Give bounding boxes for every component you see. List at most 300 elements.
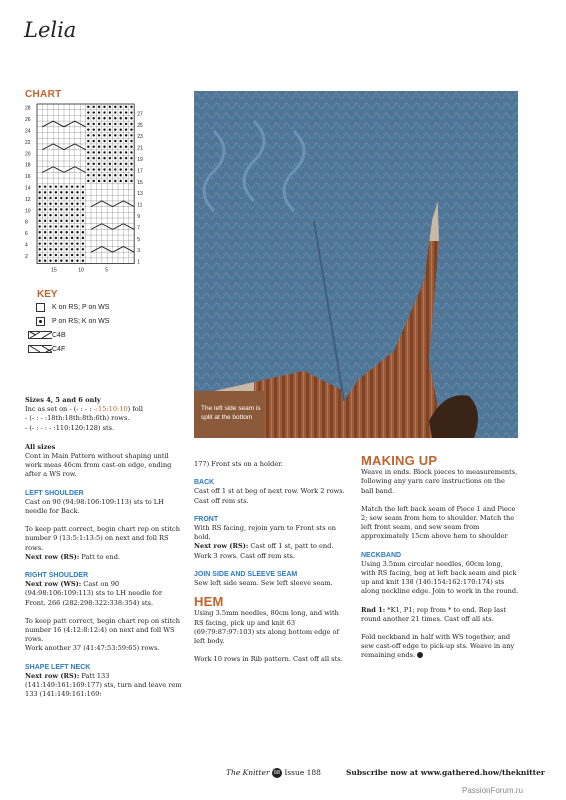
purl-dot — [66, 248, 68, 250]
purl-dot — [71, 197, 73, 199]
purl-dot — [109, 168, 111, 170]
purl-dot — [60, 185, 62, 187]
purl-dot — [87, 146, 89, 148]
purl-dot — [87, 180, 89, 182]
purl-dot — [109, 174, 111, 176]
purl-dot — [130, 128, 132, 130]
purl-dot — [71, 203, 73, 205]
purl-dot — [60, 237, 62, 239]
purl-dot — [39, 231, 41, 233]
purl-dot — [60, 208, 62, 210]
purl-dot — [98, 163, 100, 165]
purl-dot — [98, 111, 100, 113]
purl-dot — [76, 242, 78, 244]
purl-dot — [87, 151, 89, 153]
purl-dot — [114, 180, 116, 182]
purl-dot — [109, 140, 111, 142]
purl-dot — [82, 231, 84, 233]
purl-dot — [125, 151, 127, 153]
purl-dot — [87, 168, 89, 170]
purl-dot — [98, 123, 100, 125]
purl-dot — [76, 214, 78, 216]
row-label: 6 — [25, 231, 28, 238]
purl-dot — [125, 123, 127, 125]
purl-dot — [76, 203, 78, 205]
purl-dot — [44, 197, 46, 199]
purl-dot — [49, 242, 51, 244]
purl-dot — [109, 134, 111, 136]
purl-dot — [87, 134, 89, 136]
purl-dot — [130, 151, 132, 153]
making-up-heading: MAKING UP — [361, 453, 438, 468]
purl-dot — [66, 191, 68, 193]
purl-dot — [71, 185, 73, 187]
magazine-name: The Knitter — [226, 768, 270, 777]
row-label: 28 — [25, 105, 31, 112]
key-item-c4f — [28, 342, 109, 356]
purl-dot — [49, 197, 51, 199]
join-seam-text: Sew left side seam. Sew left sleeve seam. — [194, 579, 333, 588]
purl-dot — [60, 220, 62, 222]
purl-dot — [60, 197, 62, 199]
row-label: 12 — [25, 196, 31, 203]
purl-dot — [82, 191, 84, 193]
purl-dot — [93, 174, 95, 176]
left-shoulder-heading: LEFT SHOULDER — [25, 489, 84, 497]
purl-dot — [114, 163, 116, 165]
purl-dot — [130, 180, 132, 182]
purl-dot — [125, 111, 127, 113]
purl-dot — [114, 151, 116, 153]
purl-dot — [49, 220, 51, 222]
purl-dot — [93, 140, 95, 142]
purl-dot — [49, 260, 51, 262]
purl-dot — [66, 220, 68, 222]
key-item-knit — [28, 300, 109, 314]
purl-dot — [87, 174, 89, 176]
work-rows-text: Work another 37 (41:47:53:59:65) rows. — [25, 644, 160, 653]
purl-dot — [120, 111, 122, 113]
purl-dot — [103, 117, 105, 119]
purl-dot — [87, 123, 89, 125]
purl-dot — [98, 128, 100, 130]
purl-dot — [114, 128, 116, 130]
purl-dot — [49, 208, 51, 210]
purl-dot — [39, 185, 41, 187]
continued-text: 177) Front sts on a holder. — [194, 460, 283, 468]
purl-dot — [98, 117, 100, 119]
all-sizes-heading: All sizes — [25, 442, 56, 451]
key-title: KEY — [37, 289, 58, 300]
purl-dot — [120, 123, 122, 125]
purl-dot — [120, 117, 122, 119]
back-heading: BACK — [194, 479, 215, 487]
purl-dot — [39, 214, 41, 216]
purl-dot — [71, 214, 73, 216]
key-label: C4F — [52, 345, 66, 353]
purl-dot — [114, 146, 116, 148]
purl-dot — [109, 157, 111, 159]
purl-dot — [39, 225, 41, 227]
end-mark-icon — [417, 652, 423, 658]
purl-dot — [71, 220, 73, 222]
purl-dot — [60, 242, 62, 244]
purl-dot — [87, 157, 89, 159]
purl-dot — [125, 180, 127, 182]
chart-grid — [25, 102, 150, 282]
purl-dot — [39, 248, 41, 250]
purl-dot — [120, 151, 122, 153]
photo-caption: The left side seam is split at the bottom — [201, 405, 261, 421]
row-label: 24 — [25, 128, 31, 135]
purl-dot — [55, 203, 57, 205]
purl-dot — [76, 248, 78, 250]
column-2 — [194, 460, 350, 673]
purl-dot — [130, 157, 132, 159]
purl-dot — [49, 248, 51, 250]
purl-dot — [93, 146, 95, 148]
purl-dot — [66, 237, 68, 239]
column-1 — [25, 396, 183, 708]
purl-dot — [71, 260, 73, 262]
purl-dot — [60, 214, 62, 216]
watermark: PassionForum.ru — [462, 786, 523, 795]
row-label: 26 — [25, 117, 31, 124]
purl-dot — [82, 254, 84, 256]
purl-dot — [130, 134, 132, 136]
front-text: With RS facing, rejoin yarn to Front sts on hold. — [194, 524, 336, 542]
purl-dot — [103, 157, 105, 159]
purl-dot — [66, 225, 68, 227]
issue-number: Issue 188 — [284, 768, 321, 777]
purl-dot — [109, 128, 111, 130]
purl-dot — [44, 237, 46, 239]
purl-dot — [120, 174, 122, 176]
purl-dot — [103, 146, 105, 148]
purl-dot — [93, 163, 95, 165]
purl-dot — [44, 248, 46, 250]
purl-dot — [93, 117, 95, 119]
hem-heading: HEM — [194, 594, 224, 610]
purl-dot — [55, 231, 57, 233]
neckband-heading: NECKBAND — [361, 551, 402, 559]
purl-dot — [93, 128, 95, 130]
purl-dot — [55, 220, 57, 222]
purl-dot — [87, 163, 89, 165]
purl-dot — [93, 168, 95, 170]
purl-dot — [103, 163, 105, 165]
purl-dot — [66, 203, 68, 205]
purl-dot — [114, 106, 116, 108]
purl-dot — [71, 237, 73, 239]
back-text: Cast off 1 st at beg of next row. Work 2 rows. Cast off rem sts. — [194, 487, 345, 505]
purl-dot — [76, 231, 78, 233]
row-label: 23 — [137, 134, 143, 141]
purl-dot — [49, 231, 51, 233]
purl-dot — [125, 134, 127, 136]
purl-dot — [55, 242, 57, 244]
purl-dot — [98, 174, 100, 176]
row-label: 18 — [25, 162, 31, 169]
purl-dot — [120, 134, 122, 136]
purl-dot — [49, 254, 51, 256]
purl-dot — [55, 248, 57, 250]
shape-left-neck-heading: SHAPE LEFT NECK — [25, 663, 91, 671]
row-label: 19 — [137, 157, 143, 163]
purl-dot — [98, 146, 100, 148]
purl-dot — [44, 242, 46, 244]
left-shoulder-text: Cast on 90 (94:98:106:109:113) sts to LH needle for Back. — [25, 497, 164, 516]
row-label: 9 — [137, 214, 140, 220]
purl-dot — [49, 203, 51, 205]
purl-dot — [98, 134, 100, 136]
purl-dot — [82, 242, 84, 244]
key-item-c4b — [28, 328, 109, 342]
purl-dot — [60, 248, 62, 250]
purl-dot — [114, 157, 116, 159]
right-shoulder-heading: RIGHT SHOULDER — [25, 572, 88, 580]
row-label: 25 — [137, 122, 143, 129]
purl-dot — [103, 174, 105, 176]
next-row-label: Next row (WS): — [25, 580, 82, 589]
row-label: 7 — [137, 225, 140, 232]
purl-dot — [125, 163, 127, 165]
purl-dot — [76, 197, 78, 199]
purl-dot — [130, 168, 132, 170]
purl-dot — [60, 203, 62, 205]
purl-dot — [114, 123, 116, 125]
purl-dot — [76, 208, 78, 210]
key-label: K on RS; P on WS — [52, 303, 110, 311]
purl-dot — [98, 151, 100, 153]
purl-dot — [120, 157, 122, 159]
purl-dot — [93, 123, 95, 125]
purl-dot — [98, 140, 100, 142]
purl-dot — [120, 163, 122, 165]
purl-dot — [60, 191, 62, 193]
purl-dot — [114, 117, 116, 119]
purl-dot — [44, 260, 46, 262]
column-3 — [361, 453, 519, 670]
purl-dot — [76, 260, 78, 262]
key-label: C4B — [52, 331, 66, 339]
purl-dot — [120, 128, 122, 130]
purl-dot — [109, 151, 111, 153]
purl-dot — [93, 111, 95, 113]
purl-dot — [93, 151, 95, 153]
sweater-photo — [194, 91, 518, 438]
purl-dot — [66, 260, 68, 262]
purl-dot — [66, 208, 68, 210]
purl-dot — [109, 180, 111, 182]
purl-dot — [114, 168, 116, 170]
round-text: *K1, P1; rep from * to end. Rep last round another 21 times. Cast off all sts. — [361, 605, 507, 623]
purl-dot — [103, 140, 105, 142]
purl-dot — [109, 146, 111, 148]
all-sizes-text: Cont in Main Pattern without shaping until work meas 46cm from cast-on edge, ending after a WS row. — [25, 452, 172, 479]
next-row-text: Patt to end. — [79, 552, 121, 561]
purl-dot — [39, 208, 41, 210]
purl-dot — [103, 134, 105, 136]
purl-dot — [120, 180, 122, 182]
purl-dot — [103, 106, 105, 108]
purl-dot — [103, 123, 105, 125]
page-number: 68 — [273, 770, 280, 776]
next-row-text: Cast on 90 (94:98:106:109:113) sts to LH needle for Front. 266 (282:298:322:338:354) sts. — [25, 580, 163, 607]
next-row-text: Patt 133 (141:149:161:169:177) sts, turn and leave rem 133 (141:149:161:169: — [25, 671, 182, 699]
making-up-text-2: Match the left back seam of Piece 1 and Piece 2; sew seam from hem to shoulder. Match the left front seam, and sew seam from approximately 15cm above hem to shoulder — [361, 504, 516, 541]
purl-dot — [103, 180, 105, 182]
purl-dot — [125, 157, 127, 159]
purl-dot — [39, 237, 41, 239]
purl-dot — [49, 225, 51, 227]
subscribe-link[interactable]: Subscribe now at www.gathered.how/theknitter — [346, 768, 545, 777]
chart-title: CHART — [25, 89, 62, 100]
purl-dot — [93, 106, 95, 108]
purl-dot — [76, 225, 78, 227]
purl-dot — [125, 146, 127, 148]
row-label: 20 — [25, 151, 31, 158]
purl-dot — [44, 254, 46, 256]
row-label: 2 — [25, 253, 28, 260]
purl-dot — [109, 163, 111, 165]
purl-dot — [120, 146, 122, 148]
row-label: 17 — [137, 168, 143, 175]
purl-dot — [39, 260, 41, 262]
purl-dot — [55, 197, 57, 199]
fold-text: Fold neckband in half with WS together, and sew cast-off edge to pick-up sts. Weave in any remaining ends. — [361, 633, 515, 660]
making-up-text-1: Weave in ends. Block pieces to measurements, following any yarn care instructions on the ball band. — [361, 468, 518, 495]
purl-dot — [103, 151, 105, 153]
purl-dot — [82, 197, 84, 199]
purl-dot — [93, 157, 95, 159]
purl-dot — [114, 140, 116, 142]
purl-dot — [71, 191, 73, 193]
row-label: 16 — [25, 174, 31, 181]
purl-dot — [55, 254, 57, 256]
purl-dot — [82, 185, 84, 187]
purl-dot — [130, 117, 132, 119]
purl-dot — [82, 203, 84, 205]
purl-dot — [44, 231, 46, 233]
purl-dot — [130, 146, 132, 148]
purl-dot — [55, 260, 57, 262]
next-row-label: Next row (RS): — [25, 671, 80, 680]
purl-dot — [44, 185, 46, 187]
purl-dot — [49, 191, 51, 193]
purl-dot — [66, 254, 68, 256]
key-list — [28, 300, 109, 356]
purl-dot — [98, 168, 100, 170]
purl-dot — [125, 140, 127, 142]
purl-dot — [55, 191, 57, 193]
purl-dot — [71, 248, 73, 250]
row-label: 1 — [137, 259, 140, 266]
purl-dot — [44, 220, 46, 222]
column-label: 15 — [51, 267, 57, 274]
purl-dot — [125, 168, 127, 170]
sizes-line-1: Inc as set on - (- : - : -:15:10:10) foll — [25, 405, 143, 414]
purl-dot — [76, 254, 78, 256]
purl-dot — [82, 248, 84, 250]
cable-back-icon — [28, 331, 52, 339]
purl-dot — [82, 237, 84, 239]
join-seam-heading: JOIN SIDE AND SLEEVE SEAM — [194, 570, 298, 578]
purl-dot — [55, 185, 57, 187]
purl-dot — [93, 134, 95, 136]
purl-dot — [60, 254, 62, 256]
purl-dot — [98, 106, 100, 108]
purl-dot — [109, 123, 111, 125]
purl-dot — [130, 123, 132, 125]
purl-dot — [76, 220, 78, 222]
purl-dot — [120, 168, 122, 170]
purl-dot — [109, 117, 111, 119]
purl-dot — [125, 174, 127, 176]
purl-dot — [39, 191, 41, 193]
empty-square-icon — [28, 303, 52, 312]
purl-dot — [66, 197, 68, 199]
pattern-note-1: To keep patt correct, begin chart rep on stitch number 9 (13:5:1:13:5) on next and foll RS rows. — [25, 525, 180, 552]
purl-dot — [109, 111, 111, 113]
purl-dot — [82, 260, 84, 262]
front-heading: FRONT — [194, 515, 219, 523]
purl-dot — [130, 140, 132, 142]
next-row-label: Next row (RS): — [194, 542, 249, 551]
purl-dot — [66, 242, 68, 244]
purl-dot — [39, 220, 41, 222]
purl-dot — [71, 225, 73, 227]
purl-dot — [60, 225, 62, 227]
purl-dot — [82, 208, 84, 210]
purl-dot — [82, 214, 84, 216]
page-title: Lelia — [24, 18, 77, 42]
column-label: 10 — [78, 267, 84, 274]
purl-dot — [44, 191, 46, 193]
next-row-label: Next row (RS): — [25, 552, 80, 561]
row-label: 22 — [25, 139, 31, 146]
purl-dot — [39, 197, 41, 199]
row-label: 5 — [137, 236, 140, 243]
key-item-purl — [28, 314, 109, 328]
purl-dot — [66, 231, 68, 233]
next-row-text: Cast off 1 st, patt to end. Work 3 rows. Cast off rem sts. — [194, 542, 334, 560]
neckband-text: Using 3.5mm circular needles, 60cm long, with RS facing, beg at left back seam and pick up and knit 138 (146:154:162:170:174) sts along neckline edge. Join to work in the round. — [361, 559, 519, 596]
purl-dot — [66, 185, 68, 187]
purl-dot — [71, 231, 73, 233]
purl-dot — [82, 225, 84, 227]
row-label: 10 — [25, 208, 31, 215]
key-label: P on RS; K on WS — [52, 317, 110, 325]
purl-dot — [76, 237, 78, 239]
purl-dot — [103, 111, 105, 113]
knitting-chart — [25, 102, 150, 286]
round-label: Rnd 1: — [361, 605, 386, 614]
sizes-heading: Sizes 4, 5 and 6 only — [25, 396, 101, 404]
purl-dot — [125, 128, 127, 130]
purl-dot — [39, 203, 41, 205]
purl-dot — [60, 231, 62, 233]
purl-dot — [44, 214, 46, 216]
purl-dot — [49, 237, 51, 239]
sizes-line-3: - (- : - : - :110:120:128) sts. — [25, 423, 115, 432]
purl-dot — [109, 106, 111, 108]
purl-dot — [87, 106, 89, 108]
row-label: 21 — [137, 145, 143, 152]
column-label: 5 — [105, 267, 108, 274]
row-label: 3 — [137, 248, 140, 255]
pattern-note-2: To keep patt correct, begin chart rep on stitch number 16 (4:12:8:12:4) on next and foll WS rows. — [25, 616, 180, 644]
